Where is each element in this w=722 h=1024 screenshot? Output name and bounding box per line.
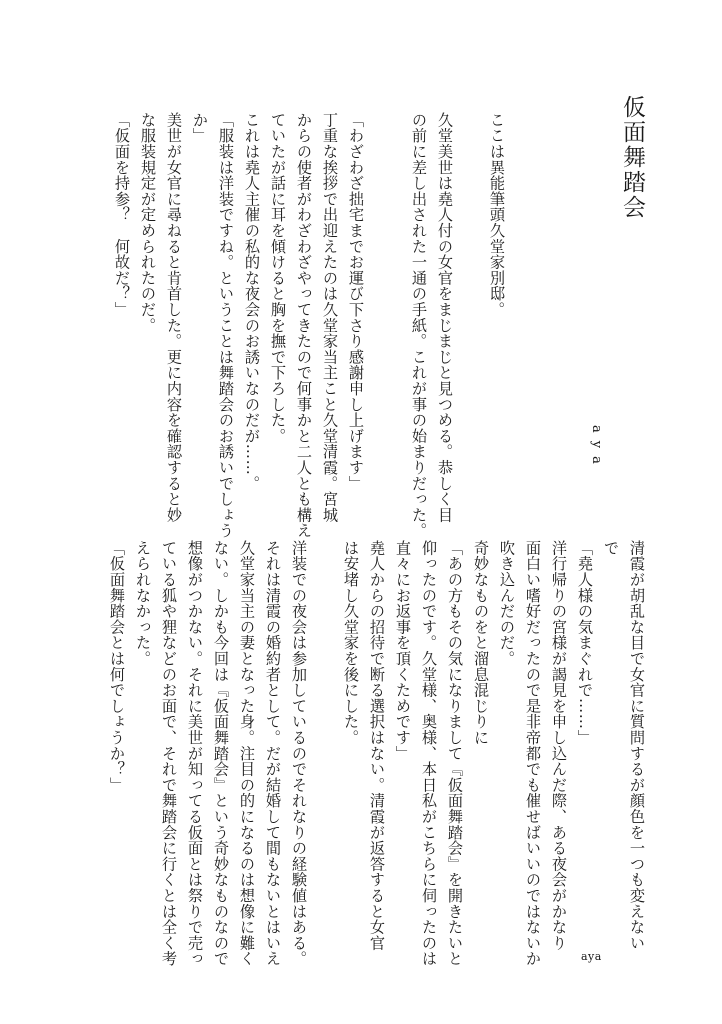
- body-line: これは堯人主催の私的な夜会のお誘いなのだが……。: [243, 112, 261, 492]
- body-line: ていたが話に耳を傾けると胸を撫で下ろした。: [269, 112, 287, 444]
- body-line: からの使者がわざわざやってきたので何事かと二人とも構え: [295, 112, 313, 539]
- body-line: ている狐や狸などのお面で、それで舞踏会に行くとは全く考: [160, 540, 178, 967]
- body-line: それは清霞の婚約者として。だが結婚して間もないとはいえ: [264, 540, 282, 967]
- body-line: 奇妙なものをと溜息混じりに: [472, 540, 490, 746]
- footer-author: aya: [581, 950, 602, 963]
- body-line: で: [602, 540, 620, 556]
- body-line: 「仮面を持参？ 何故だ？」: [113, 112, 131, 318]
- body-line: 堯人からの招待で断る選択はない。清霞が返答すると女官: [368, 540, 386, 951]
- body-line: 「あの方もその気になりまして『仮面舞踏会』を開きたいと: [446, 540, 464, 967]
- body-line: えられなかった。: [134, 540, 152, 667]
- body-line: か」: [191, 112, 209, 144]
- body-line: 洋装での夜会は参加しているのでそれなりの経験値はある。: [290, 540, 308, 967]
- body-line: 仰ったのです。久堂様、奥様、本日私がこちらに伺ったのは: [420, 540, 438, 967]
- body-line: 「堯人様の気まぐれで……」: [576, 540, 594, 746]
- body-line: 「わざわざ拙宅までお運び下さり感謝申し上げます」: [347, 112, 365, 492]
- body-line: 「仮面舞踏会とは何でしょうか？」: [108, 540, 126, 793]
- body-line: は安堵し久堂家を後にした。: [342, 540, 360, 746]
- body-line: 洋行帰りの宮様が謁見を申し込んだ際、ある夜会がかなり: [550, 540, 568, 951]
- story-author: aya: [589, 425, 604, 472]
- body-line: な服装規定が定められたのだ。: [139, 112, 157, 334]
- body-line: 清霞が胡乱な目で女官に質問するが顔色を一つも変えない: [628, 540, 646, 951]
- body-line: 美世が女官に尋ねると肯首した。更に内容を確認すると妙: [165, 112, 183, 523]
- story-title: 仮面舞踏会: [619, 95, 645, 220]
- body-line: 久堂美世は堯人付の女官をまじまじと見つめる。恭しく目: [436, 112, 454, 523]
- body-line: ここは異能筆頭久堂家別邸。: [488, 112, 506, 318]
- body-line: 面白い嗜好だったので是非帝都でも催せばいいのではないか: [524, 540, 542, 967]
- body-line: 「服装は洋装ですね。ということは舞踏会のお誘いでしょう: [217, 112, 235, 539]
- body-line: 丁重な挨拶で出迎えたのは久堂家当主こと久堂清霞。宮城: [321, 112, 339, 523]
- body-line: 想像がつかない。それに美世が知ってる仮面とは祭りで売っ: [186, 540, 204, 967]
- body-line: 久堂家当主の妻となった身。注目の的になるのは想像に難く: [238, 540, 256, 967]
- body-line: の前に差し出された一通の手紙。これが事の始まりだった。: [410, 112, 428, 539]
- body-line: 吹き込んだのだ。: [498, 540, 516, 667]
- body-line: 直々にお返事を頂くためです」: [394, 540, 412, 762]
- body-line: ない。しかも今回は『仮面舞踏会』という奇妙なものなので: [212, 540, 230, 967]
